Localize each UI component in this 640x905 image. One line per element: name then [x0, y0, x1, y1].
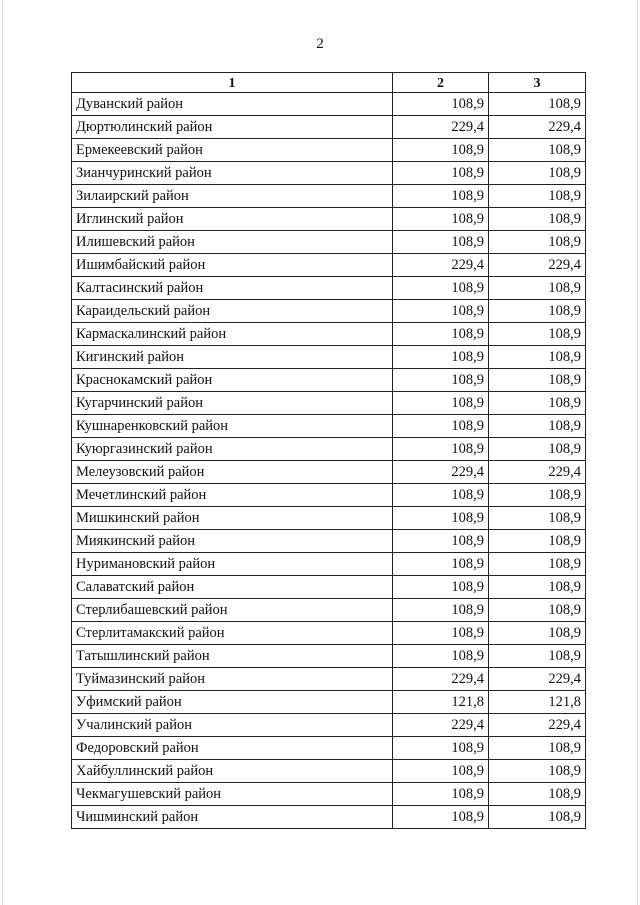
value-cell-col3: 229,4 [489, 116, 586, 139]
district-name-cell: Зианчуринский район [72, 162, 393, 185]
table-row [72, 530, 586, 553]
table-row [72, 668, 586, 691]
table-row [72, 576, 586, 599]
page-edge-right [637, 0, 638, 905]
value-cell-col3: 108,9 [489, 346, 586, 369]
district-name-cell: Ишимбайский район [72, 254, 393, 277]
district-name-cell: Туймазинский район [72, 668, 393, 691]
value-cell-col2: 108,9 [393, 438, 489, 461]
value-cell-col2: 108,9 [393, 277, 489, 300]
value-cell-col3: 108,9 [489, 760, 586, 783]
table-row [72, 760, 586, 783]
district-name-cell: Салаватский район [72, 576, 393, 599]
value-cell-col3: 108,9 [489, 369, 586, 392]
value-cell-col2: 108,9 [393, 323, 489, 346]
table-row [72, 645, 586, 668]
value-cell-col3: 108,9 [489, 162, 586, 185]
value-cell-col2: 229,4 [393, 668, 489, 691]
value-cell-col2: 108,9 [393, 162, 489, 185]
table-row [72, 392, 586, 415]
value-cell-col2: 108,9 [393, 599, 489, 622]
value-cell-col3: 108,9 [489, 530, 586, 553]
table-header-row [72, 73, 586, 93]
value-cell-col3: 108,9 [489, 622, 586, 645]
value-cell-col3: 108,9 [489, 507, 586, 530]
value-cell-col2: 108,9 [393, 576, 489, 599]
table-row [72, 139, 586, 162]
table-row [72, 162, 586, 185]
district-name-cell: Кушнаренковский район [72, 415, 393, 438]
table-row [72, 116, 586, 139]
page-number: 2 [316, 36, 324, 52]
table-row [72, 300, 586, 323]
value-cell-col3: 108,9 [489, 576, 586, 599]
value-cell-col2: 229,4 [393, 254, 489, 277]
value-cell-col2: 108,9 [393, 139, 489, 162]
value-cell-col3: 108,9 [489, 438, 586, 461]
district-name-cell: Кугарчинский район [72, 392, 393, 415]
table-row [72, 277, 586, 300]
table-row [72, 323, 586, 346]
value-cell-col2: 229,4 [393, 116, 489, 139]
value-cell-col3: 108,9 [489, 484, 586, 507]
page-edge-left [2, 0, 3, 905]
value-cell-col3: 229,4 [489, 668, 586, 691]
district-name-cell: Зилаирский район [72, 185, 393, 208]
table-row [72, 185, 586, 208]
data-table [71, 72, 586, 829]
district-name-cell: Уфимский район [72, 691, 393, 714]
table-row [72, 484, 586, 507]
value-cell-col3: 108,9 [489, 231, 586, 254]
value-cell-col3: 108,9 [489, 139, 586, 162]
value-cell-col3: 229,4 [489, 714, 586, 737]
district-name-cell: Караидельский район [72, 300, 393, 323]
table-row [72, 737, 586, 760]
value-cell-col2: 108,9 [393, 208, 489, 231]
value-cell-col2: 229,4 [393, 714, 489, 737]
value-cell-col3: 108,9 [489, 300, 586, 323]
district-name-cell: Мишкинский район [72, 507, 393, 530]
value-cell-col2: 229,4 [393, 461, 489, 484]
value-cell-col2: 108,9 [393, 553, 489, 576]
table-body [72, 93, 586, 829]
value-cell-col3: 121,8 [489, 691, 586, 714]
table-row [72, 369, 586, 392]
value-cell-col3: 108,9 [489, 783, 586, 806]
district-name-cell: Нуримановский район [72, 553, 393, 576]
table-row [72, 461, 586, 484]
value-cell-col3: 108,9 [489, 415, 586, 438]
value-cell-col3: 108,9 [489, 93, 586, 116]
district-name-cell: Калтасинский район [72, 277, 393, 300]
district-name-cell: Илишевский район [72, 231, 393, 254]
column-header-1: 1 [72, 73, 393, 93]
district-name-cell: Дуванский район [72, 93, 393, 116]
value-cell-col3: 108,9 [489, 208, 586, 231]
table-row [72, 254, 586, 277]
value-cell-col2: 108,9 [393, 507, 489, 530]
value-cell-col3: 108,9 [489, 737, 586, 760]
district-name-cell: Учалинский район [72, 714, 393, 737]
value-cell-col2: 108,9 [393, 760, 489, 783]
district-name-cell: Мечетлинский район [72, 484, 393, 507]
table-row [72, 783, 586, 806]
district-name-cell: Мелеузовский район [72, 461, 393, 484]
district-name-cell: Куюргазинский район [72, 438, 393, 461]
value-cell-col2: 108,9 [393, 346, 489, 369]
table-row [72, 599, 586, 622]
district-name-cell: Стерлитамакский район [72, 622, 393, 645]
table-row [72, 507, 586, 530]
district-name-cell: Федоровский район [72, 737, 393, 760]
value-cell-col3: 108,9 [489, 553, 586, 576]
district-name-cell: Чишминский район [72, 806, 393, 829]
column-header-2: 2 [393, 73, 489, 93]
value-cell-col2: 108,9 [393, 484, 489, 507]
district-name-cell: Ермекеевский район [72, 139, 393, 162]
value-cell-col3: 108,9 [489, 806, 586, 829]
table-row [72, 714, 586, 737]
district-name-cell: Кармаскалинский район [72, 323, 393, 346]
table-row [72, 438, 586, 461]
district-name-cell: Татышлинский район [72, 645, 393, 668]
table-row [72, 806, 586, 829]
table-row [72, 622, 586, 645]
value-cell-col2: 108,9 [393, 783, 489, 806]
value-cell-col3: 108,9 [489, 645, 586, 668]
district-name-cell: Миякинский район [72, 530, 393, 553]
value-cell-col2: 108,9 [393, 645, 489, 668]
value-cell-col2: 108,9 [393, 369, 489, 392]
table-row [72, 346, 586, 369]
value-cell-col3: 229,4 [489, 461, 586, 484]
table-row [72, 208, 586, 231]
table-row [72, 415, 586, 438]
value-cell-col2: 108,9 [393, 415, 489, 438]
value-cell-col2: 108,9 [393, 530, 489, 553]
value-cell-col2: 108,9 [393, 392, 489, 415]
table-row [72, 691, 586, 714]
district-name-cell: Стерлибашевский район [72, 599, 393, 622]
value-cell-col2: 108,9 [393, 806, 489, 829]
value-cell-col2: 108,9 [393, 231, 489, 254]
table-row [72, 553, 586, 576]
district-name-cell: Иглинский район [72, 208, 393, 231]
value-cell-col2: 108,9 [393, 93, 489, 116]
value-cell-col2: 121,8 [393, 691, 489, 714]
value-cell-col3: 229,4 [489, 254, 586, 277]
district-name-cell: Краснокамский район [72, 369, 393, 392]
value-cell-col2: 108,9 [393, 300, 489, 323]
value-cell-col3: 108,9 [489, 599, 586, 622]
district-name-cell: Дюртюлинский район [72, 116, 393, 139]
value-cell-col2: 108,9 [393, 185, 489, 208]
value-cell-col3: 108,9 [489, 277, 586, 300]
district-name-cell: Хайбуллинский район [72, 760, 393, 783]
value-cell-col3: 108,9 [489, 185, 586, 208]
value-cell-col3: 108,9 [489, 392, 586, 415]
district-name-cell: Чекмагушевский район [72, 783, 393, 806]
district-name-cell: Кигинский район [72, 346, 393, 369]
table-row [72, 231, 586, 254]
table-row [72, 93, 586, 116]
value-cell-col2: 108,9 [393, 737, 489, 760]
value-cell-col2: 108,9 [393, 622, 489, 645]
value-cell-col3: 108,9 [489, 323, 586, 346]
column-header-3: 3 [489, 73, 586, 93]
